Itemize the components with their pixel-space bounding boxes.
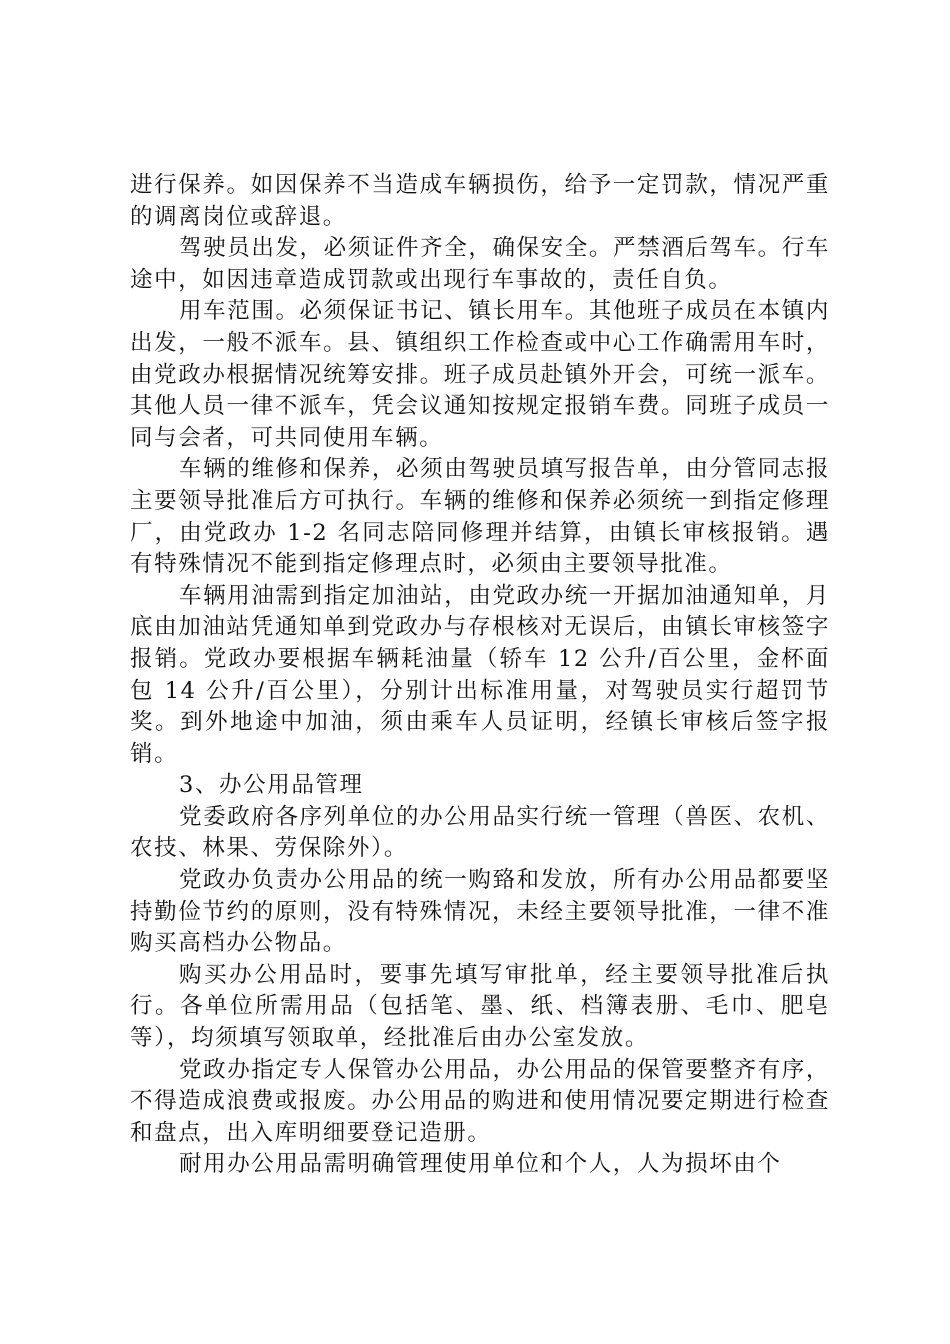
paragraph-11: 耐用办公用品需明确管理使用单位和个人，人为损坏由个 (179, 1151, 782, 1178)
paragraph-4: 车辆的维修和保养，必须由驾驶员填写报告单，由分管同志报主要领导批准后方可执行。车辆的维修和保养必须统一到指定修理厂，由党政办 1-2 名同志陪同修理并结算，由镇长审核报销。遇有特殊情况不能到指定修理点时，必须由主要领导批准。 (130, 456, 830, 578)
paragraph-5: 车辆用油需到指定加油站，由党政办统一开据加油通知单，月底由加油站凭通知单到党政办与存根核对无误后，由镇长审核签字报销。党政办要根据车辆耗油量（轿车 12 公升/百公里，金杯面包 14 公升/百公里），分别计出标准用量，对驾驶员实行超罚节奖。到外地途中加油，须由乘车人员证明，经镇长审核后签字报销。 (130, 582, 830, 767)
paragraph-9: 购买办公用品时，要事先填写审批单，经主要领导批准后执行。各单位所需用品（包括笔、墨、纸、档簿表册、毛巾、肥皂等），均须填写领取单，经批准后由办公室发放。 (130, 961, 830, 1052)
document-body (130, 170, 830, 1181)
paragraph-8: 党政办负责办公用品的统一购臵和发放，所有办公用品都要坚持勤俭节约的原则，没有特殊情况，未经主要领导批准，一律不准购买高档办公物品。 (130, 867, 830, 957)
paragraph-1: 进行保养。如因保养不当造成车辆损伤，给予一定罚款，情况严重的调离岗位或辞退。 (130, 172, 830, 230)
paragraph-2: 驾驶员出发，必须证件齐全，确保安全。严禁酒后驾车。行车途中，如因违章造成罚款或出现行车事故的，责任自负。 (130, 235, 830, 293)
paragraph-3: 用车范围。必须保证书记、镇长用车。其他班子成员在本镇内出发，一般不派车。县、镇组织工作检查或中心工作确需用车时，由党政办根据情况统筹安排。班子成员赴镇外开会，可统一派车。其他人员一律不派车，凭会议通知按规定报销车费。同班子成员一同与会者，可共同使用车辆。 (130, 298, 830, 451)
section-heading: 3、办公用品管理 (179, 772, 364, 799)
paragraph-7: 党委政府各序列单位的办公用品实行统一管理（兽医、农机、农技、林果、劳保除外）。 (130, 803, 830, 862)
paragraph-10: 党政办指定专人保管办公用品，办公用品的保管要整齐有序，不得造成浪费或报废。办公用品的购进和使用情况要定期进行检查和盘点，出入库明细要登记造册。 (130, 1056, 830, 1146)
